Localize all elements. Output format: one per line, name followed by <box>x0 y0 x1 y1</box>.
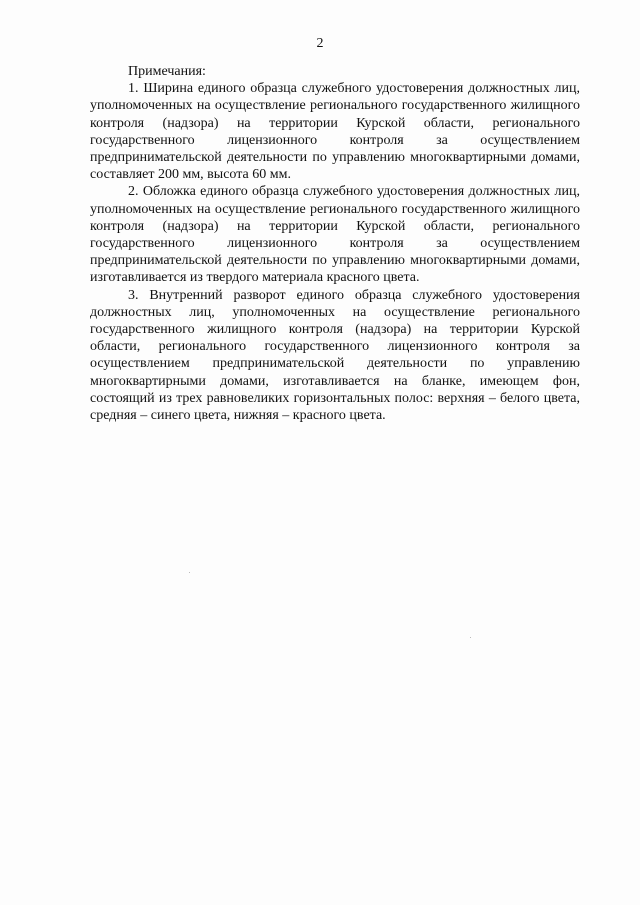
scan-speck <box>470 637 471 638</box>
note-text: Ширина единого образца служебного удостоверения должностных лиц, уполномоченных на осуществление регионального государственного жилищного контроля (надзора) на территории Курской области, регионального государственного лицензионного контроля за осуществлением предпринимательской деятельности по управлению многоквартирными домами, составляет 200 мм, высота 60 мм. <box>90 81 581 183</box>
scan-speck <box>189 572 190 573</box>
note-item <box>90 183 580 286</box>
note-text: Обложка единого образца служебного удостоверения должностных лиц, уполномоченных на осуществление регионального государственного жилищного контроля (надзора) на территории Курской области, регионального государственного лицензионного контроля за осуществлением предпринимательской деятельности по управлению многоквартирными домами, изготавливается из твердого материала красного цвета. <box>90 184 580 286</box>
note-number: 2. <box>128 184 139 200</box>
note-text: Внутренний разворот единого образца служебного удостоверения должностных лиц, уполномоченных на осуществление регионального государственного жилищного контроля (надзора) на территории Курской области, регионального государственного лицензионного контроля за осуществлением предпринимательской деятельности по управлению многоквартирными домами, изготавливается на бланке, имеющем фон, состоящий из трех равновеликих горизонтальных полос: верхняя – белого цвета, средняя – синего цвета, нижняя – красного цвета. <box>90 287 580 424</box>
note-item <box>90 80 580 183</box>
notes-heading: Примечания: <box>128 64 206 79</box>
note-number: 3. <box>128 287 139 303</box>
page-number: 2 <box>316 36 324 51</box>
notes-section <box>90 63 580 424</box>
note-item <box>90 287 580 425</box>
note-number: 1. <box>128 81 139 97</box>
